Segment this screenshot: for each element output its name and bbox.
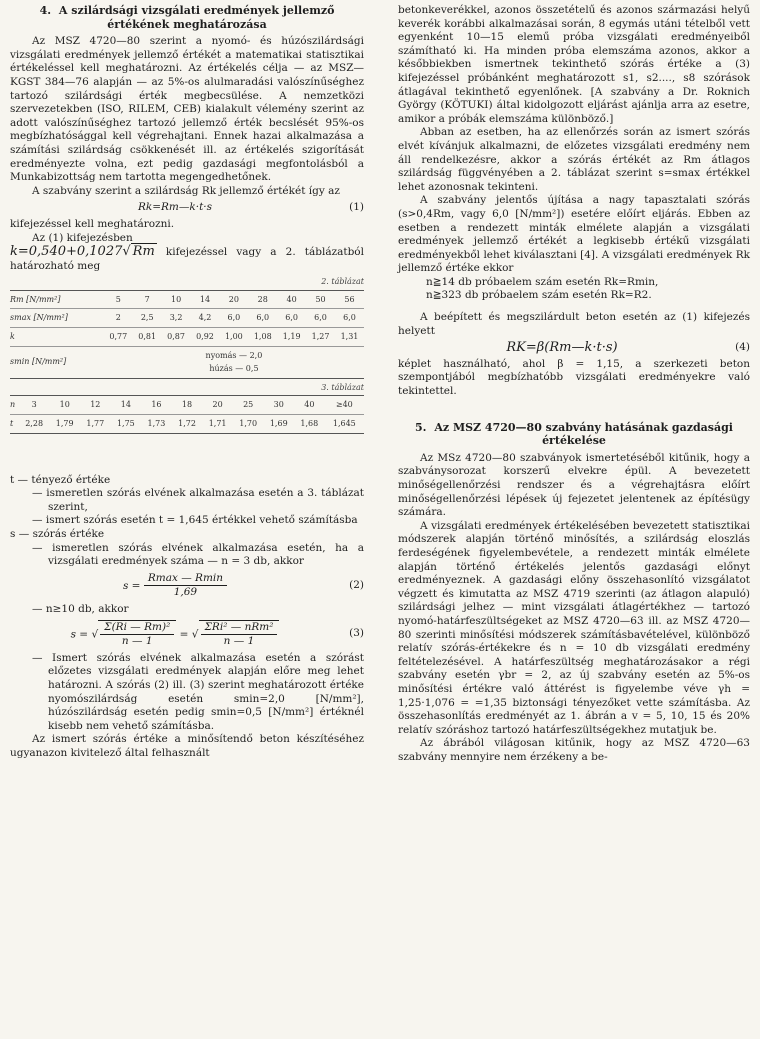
table-row <box>10 309 364 328</box>
paragraph: betonkeverékkel, azonos összetételű és azonos származási helyű keverék korábbi alkalmazásai során, 8 egymás utáni tételből vett egyenként 10—15 elemű próba vizsgálati eredményeiből számítható ki. Ha minden próba elemszáma azonos, akkor a későbbiekben ismertnek tekinthető szórás értéke a (3) kifejezéssel próbánként meghatározott s1, s2...., s8 szórások átlagával tekinthető egyenlőnek. [A szabvány a Dr. Roknich György (KÖTUKI) által kidolgozott eljárást ajánlja arra az esetre, amikor a próbák elemszáma különböző.] <box>398 4 750 125</box>
table-cell: 12 <box>80 396 111 415</box>
smin-compression: nyomás — 2,0 <box>205 350 263 360</box>
table-row <box>10 328 364 347</box>
table-cell: ≥40 <box>325 396 364 415</box>
table-cell: 1,31 <box>335 328 364 347</box>
t-factor-heading: t — tényező értéke <box>10 473 111 486</box>
table-cell: 6,0 <box>306 309 335 328</box>
paragraph: A beépített és megszilárdult beton esetén az (1) kifejezés helyett <box>398 311 750 337</box>
table-cell: 14 <box>111 396 142 415</box>
table-3 <box>10 395 364 433</box>
paragraph: Az ismert szórás értéke a minősítendő beton készítéséhez ugyanazon kivitelező által felhasznált <box>10 733 364 759</box>
table-cell: 10 <box>49 396 80 415</box>
table-cell: t <box>10 415 19 434</box>
table-cell: Rm [N/mm²] <box>10 290 104 309</box>
table-cell: 7 <box>133 290 162 309</box>
s-heading: s — szórás értéke <box>10 528 105 540</box>
section-5-number: 5. <box>415 420 427 434</box>
equation-1-number: (1) <box>349 201 364 214</box>
table-cell: 18 <box>172 396 203 415</box>
table-cell: 4,2 <box>191 309 220 328</box>
sqrt-icon: √ <box>91 628 99 641</box>
section-5-title: Az MSZ 4720—80 szabvány hatásának gazdasági értékelése <box>434 420 733 448</box>
table-cell: 6,0 <box>219 309 248 328</box>
table-row <box>10 290 364 309</box>
paragraph: A vizsgálati eredmények értékelésében bevezetett statisztikai módszerek alapján történő minősítés, a szilárdság eloszlás ferdeségének figyelembevétele, a rendezett minták elmélete alapján történő értékelés jelentős gazdasági előnyt eredményeznek. A gazdasági előny összehasonlító vizsgálatot végzett és kimutatta az MSZ 4719 szerinti (az átlagon alapuló) szilárdsági jelhez — mint vizsgálati átlagértékhez — tartozó nyomó-határfeszültségeket az MSZ 4720—63 ill. az MSZ 4720—80 szerinti minősítési módszerek számításbavételével, különböző relatív szórás-értékekre és n = 10 db vizsgálati eredmény feltételezésével. A határfeszültség meghatározásakor a régi szabvány esetén γbr = 2, az új szabvány esetén az 5%-os minősítési értékre való áttérést is figyelembe véve γh = 1,25·1,076 = =1,35 biztonsági tényezőket vette számításba. Az összehasonlítás eredményét az 1. ábrán a v = 5, 10, 15 és 20% relatív szóráshoz tartozó határfeszültségekhez mutatjuk be. <box>398 519 750 736</box>
table-cell: 0,81 <box>133 328 162 347</box>
table-cell: 0,87 <box>162 328 191 347</box>
k-formula-radicand: Rm <box>132 244 155 260</box>
equation-2-fraction <box>144 572 227 600</box>
equation-3-formula <box>10 620 340 649</box>
paragraph: A szabvány jelentős újítása a nagy tapasztalati szórás (s>0,4Rm, vagy 6,0 [N/mm²]) esetére előírt eljárás. Ebben az esetben a rendezett minták elmélete alapján a vizsgálati eredmények jellemző értékét a legkisebb értékű vizsgálati eredményekből lehet kiválasztani [4]. A vizsgálati eredmények Rk jellemző értéke ekkor <box>398 194 750 275</box>
sqrt-icon: √ <box>191 628 199 641</box>
equation-3-numerator-b: ΣRi² — nRm² <box>201 621 278 636</box>
table-cell: 6,0 <box>248 309 277 328</box>
condition-line: n≧323 db próbaelem szám esetén Rk=R2. <box>426 289 652 302</box>
equation-3 <box>10 620 364 649</box>
equation-3-number: (3) <box>349 627 364 640</box>
table-cell: 1,645 <box>325 415 364 434</box>
table-cell: 2,28 <box>19 415 50 434</box>
paragraph: Az ábrából világosan kitűnik, hogy az MSZ 4720—63 szabvány mennyire nem érzékeny a be- <box>398 737 750 763</box>
equation-3-denominator-a: n — 1 <box>121 635 153 648</box>
equation-2 <box>10 572 364 600</box>
table-cell: 1,71 <box>202 415 233 434</box>
table-cell: 0,92 <box>191 328 220 347</box>
table-cell: 1,69 <box>263 415 294 434</box>
paragraph: képlet használható, ahol β = 1,15, a szerkezeti beton szempontjából megbízhatóbb vizsgálati eredményekre való tekintettel. <box>398 357 750 398</box>
table-cell: 14 <box>191 290 220 309</box>
table-cell: 20 <box>219 290 248 309</box>
table-cell: 50 <box>306 290 335 309</box>
table-2 <box>10 290 364 379</box>
table-cell: 2 <box>104 309 133 328</box>
equation-3-denominator-b: n — 1 <box>223 635 255 648</box>
table-cell <box>104 346 364 378</box>
right-column <box>398 4 750 764</box>
table-cell: k <box>10 328 104 347</box>
table-row <box>10 346 364 378</box>
table-cell: smin [N/mm²] <box>10 346 104 378</box>
equation-4-formula: RK=β(Rm—k·t·s) <box>506 340 618 356</box>
section-4-title: A szilárdsági vizsgálati eredmények jellemző értékének meghatározása <box>58 4 335 31</box>
table-cell: 1,70 <box>233 415 264 434</box>
list-item: — Ismert szórás elvének alkalmazása esetén a szórást előzetes vizsgálati eredmények alapján előre meg lehet határozni. A szórás (2) ill. (3) szerint meghatározott értéke nyomószilárdság esetén smin=2,0 [N/mm²], húzószilárdság esetén pedig smin=0,5 [N/mm²] értéknél kisebb nem vehető számításba. <box>32 651 364 732</box>
table-cell: 1,75 <box>111 415 142 434</box>
section-4-heading <box>10 4 364 31</box>
paragraph: kifejezéssel kell meghatározni. <box>10 217 175 230</box>
table-cell: 25 <box>233 396 264 415</box>
list-item: — ismeretlen szórás elvének alkalmazása esetén a 3. táblázat szerint, <box>32 487 364 513</box>
equation-2-number: (2) <box>349 579 364 592</box>
list-item: — n≥10 db, akkor <box>32 602 129 615</box>
table-row <box>10 396 364 415</box>
table-cell: 1,08 <box>248 328 277 347</box>
table-cell: 3 <box>19 396 50 415</box>
section-5-heading <box>398 421 750 448</box>
table-cell: 28 <box>248 290 277 309</box>
table-cell: 1,68 <box>294 415 325 434</box>
k-formula: k=0,540+0,1027√ <box>10 244 131 260</box>
table-cell: 0,77 <box>104 328 133 347</box>
equation-2-lhs: s = <box>122 579 141 592</box>
left-column <box>10 4 364 761</box>
equation-1 <box>10 201 364 215</box>
equation-2-formula <box>10 572 340 600</box>
paragraph: Az (1) kifejezésben <box>32 231 133 244</box>
paragraph: Az MSz 4720—80 szabványok ismertetéséből kitűnik, hogy a szabványsorozat korszerű elvekre épül. A bevezetett minőségellenőrzési rendszer és a végrehajtásra előírt minőségellenőrzési lépések új fejezetet jelentenek az építésügy számára. <box>398 451 750 519</box>
table-cell: n <box>10 396 19 415</box>
k-formula-paragraph <box>10 245 364 273</box>
equation-3-numerator-a: Σ(Ri — Rm)² <box>100 621 174 636</box>
table-cell: 1,77 <box>80 415 111 434</box>
list-item: — ismeretlen szórás elvének alkalmazása esetén, ha a vizsgálati eredmények száma — n = 3 db, akkor <box>32 541 364 568</box>
equation-2-denominator: 1,69 <box>173 586 198 599</box>
table-2-caption: 2. táblázat <box>321 277 364 287</box>
table-cell: 40 <box>294 396 325 415</box>
equation-3-fraction-b <box>199 620 280 649</box>
table-cell: 30 <box>263 396 294 415</box>
list-item: — ismert szórás esetén t = 1,645 értékkel vehető számításba <box>32 514 358 527</box>
table-cell: 40 <box>277 290 306 309</box>
spacer <box>10 436 364 474</box>
equation-2-numerator: Rmax — Rmin <box>144 572 227 587</box>
equation-1-formula: Rk=Rm—k·t·s <box>137 201 213 214</box>
paragraph: Az MSZ 4720—80 szerint a nyomó- és húzószilárdsági vizsgálati eredmények jellemző értékét a matematikai statisztikai értékeléssel kell meghatározni. Az értékelés célja — az MSZ—KGST 384—76 alapján — az 5%-os alulmaradási valószínűséghez tartozó szilárdsági érték megbecsülése. A nemzetközi szervezetekben (ISO, RILEM, CEB) kialakult vélemény szerint az adott valószínűséghez tartozó jellemző érték becslését 95%-os megbízhatósággal kell végrehajtani. Ennek hazai alkalmazása a számítási szilárdság csökkenését ill. az értékelés szigorítását eredményezte volna, ezt pedig gazdasági megfontolásból a Munkabizottság nem tartotta megengedhetőnek. <box>10 35 364 184</box>
section-4-number: 4. <box>39 4 52 17</box>
table-cell: 2,5 <box>133 309 162 328</box>
equation-3-lhs: s = <box>70 628 89 641</box>
paragraph: Abban az esetben, ha az ellenőrzés során az ismert szórás elvét kívánjuk alkalmazni, de előzetes vizsgálati eredmény nem áll rendelkezésre, akkor a szórás értékét az Rm átlagos szilárdság függvényében a 2. táblázat szerint s=smax értékkel lehet azonosnak tekinteni. <box>398 126 750 193</box>
table-cell: 1,27 <box>306 328 335 347</box>
table-cell: 6,0 <box>335 309 364 328</box>
table-cell: 3,2 <box>162 309 191 328</box>
table-cell: 16 <box>141 396 172 415</box>
equation-3-equals: = <box>179 628 189 641</box>
table-row <box>10 415 364 434</box>
smin-tension: húzás — 0,5 <box>209 364 259 374</box>
table-cell: 1,00 <box>219 328 248 347</box>
equation-4-number: (4) <box>735 341 750 354</box>
equation-4 <box>398 341 750 355</box>
k-formula-text: kifejezéssel vagy a 2. táblázatból határozható meg <box>10 246 364 272</box>
paragraph: A szabvány szerint a szilárdság Rk jellemző értékét így az <box>32 184 340 197</box>
table-cell: 10 <box>162 290 191 309</box>
table-cell: 5 <box>104 290 133 309</box>
table-cell: 1,72 <box>172 415 203 434</box>
table-cell: smax [N/mm²] <box>10 309 104 328</box>
table-cell: 20 <box>202 396 233 415</box>
table-cell: 56 <box>335 290 364 309</box>
equation-3-fraction-a <box>98 620 176 649</box>
condition-line: n≧14 db próbaelem szám esetén Rk=Rmin, <box>426 275 659 288</box>
table-cell: 1,79 <box>49 415 80 434</box>
table-3-caption: 3. táblázat <box>321 382 364 392</box>
table-cell: 6,0 <box>277 309 306 328</box>
table-cell: 1,73 <box>141 415 172 434</box>
table-cell: 1,19 <box>277 328 306 347</box>
